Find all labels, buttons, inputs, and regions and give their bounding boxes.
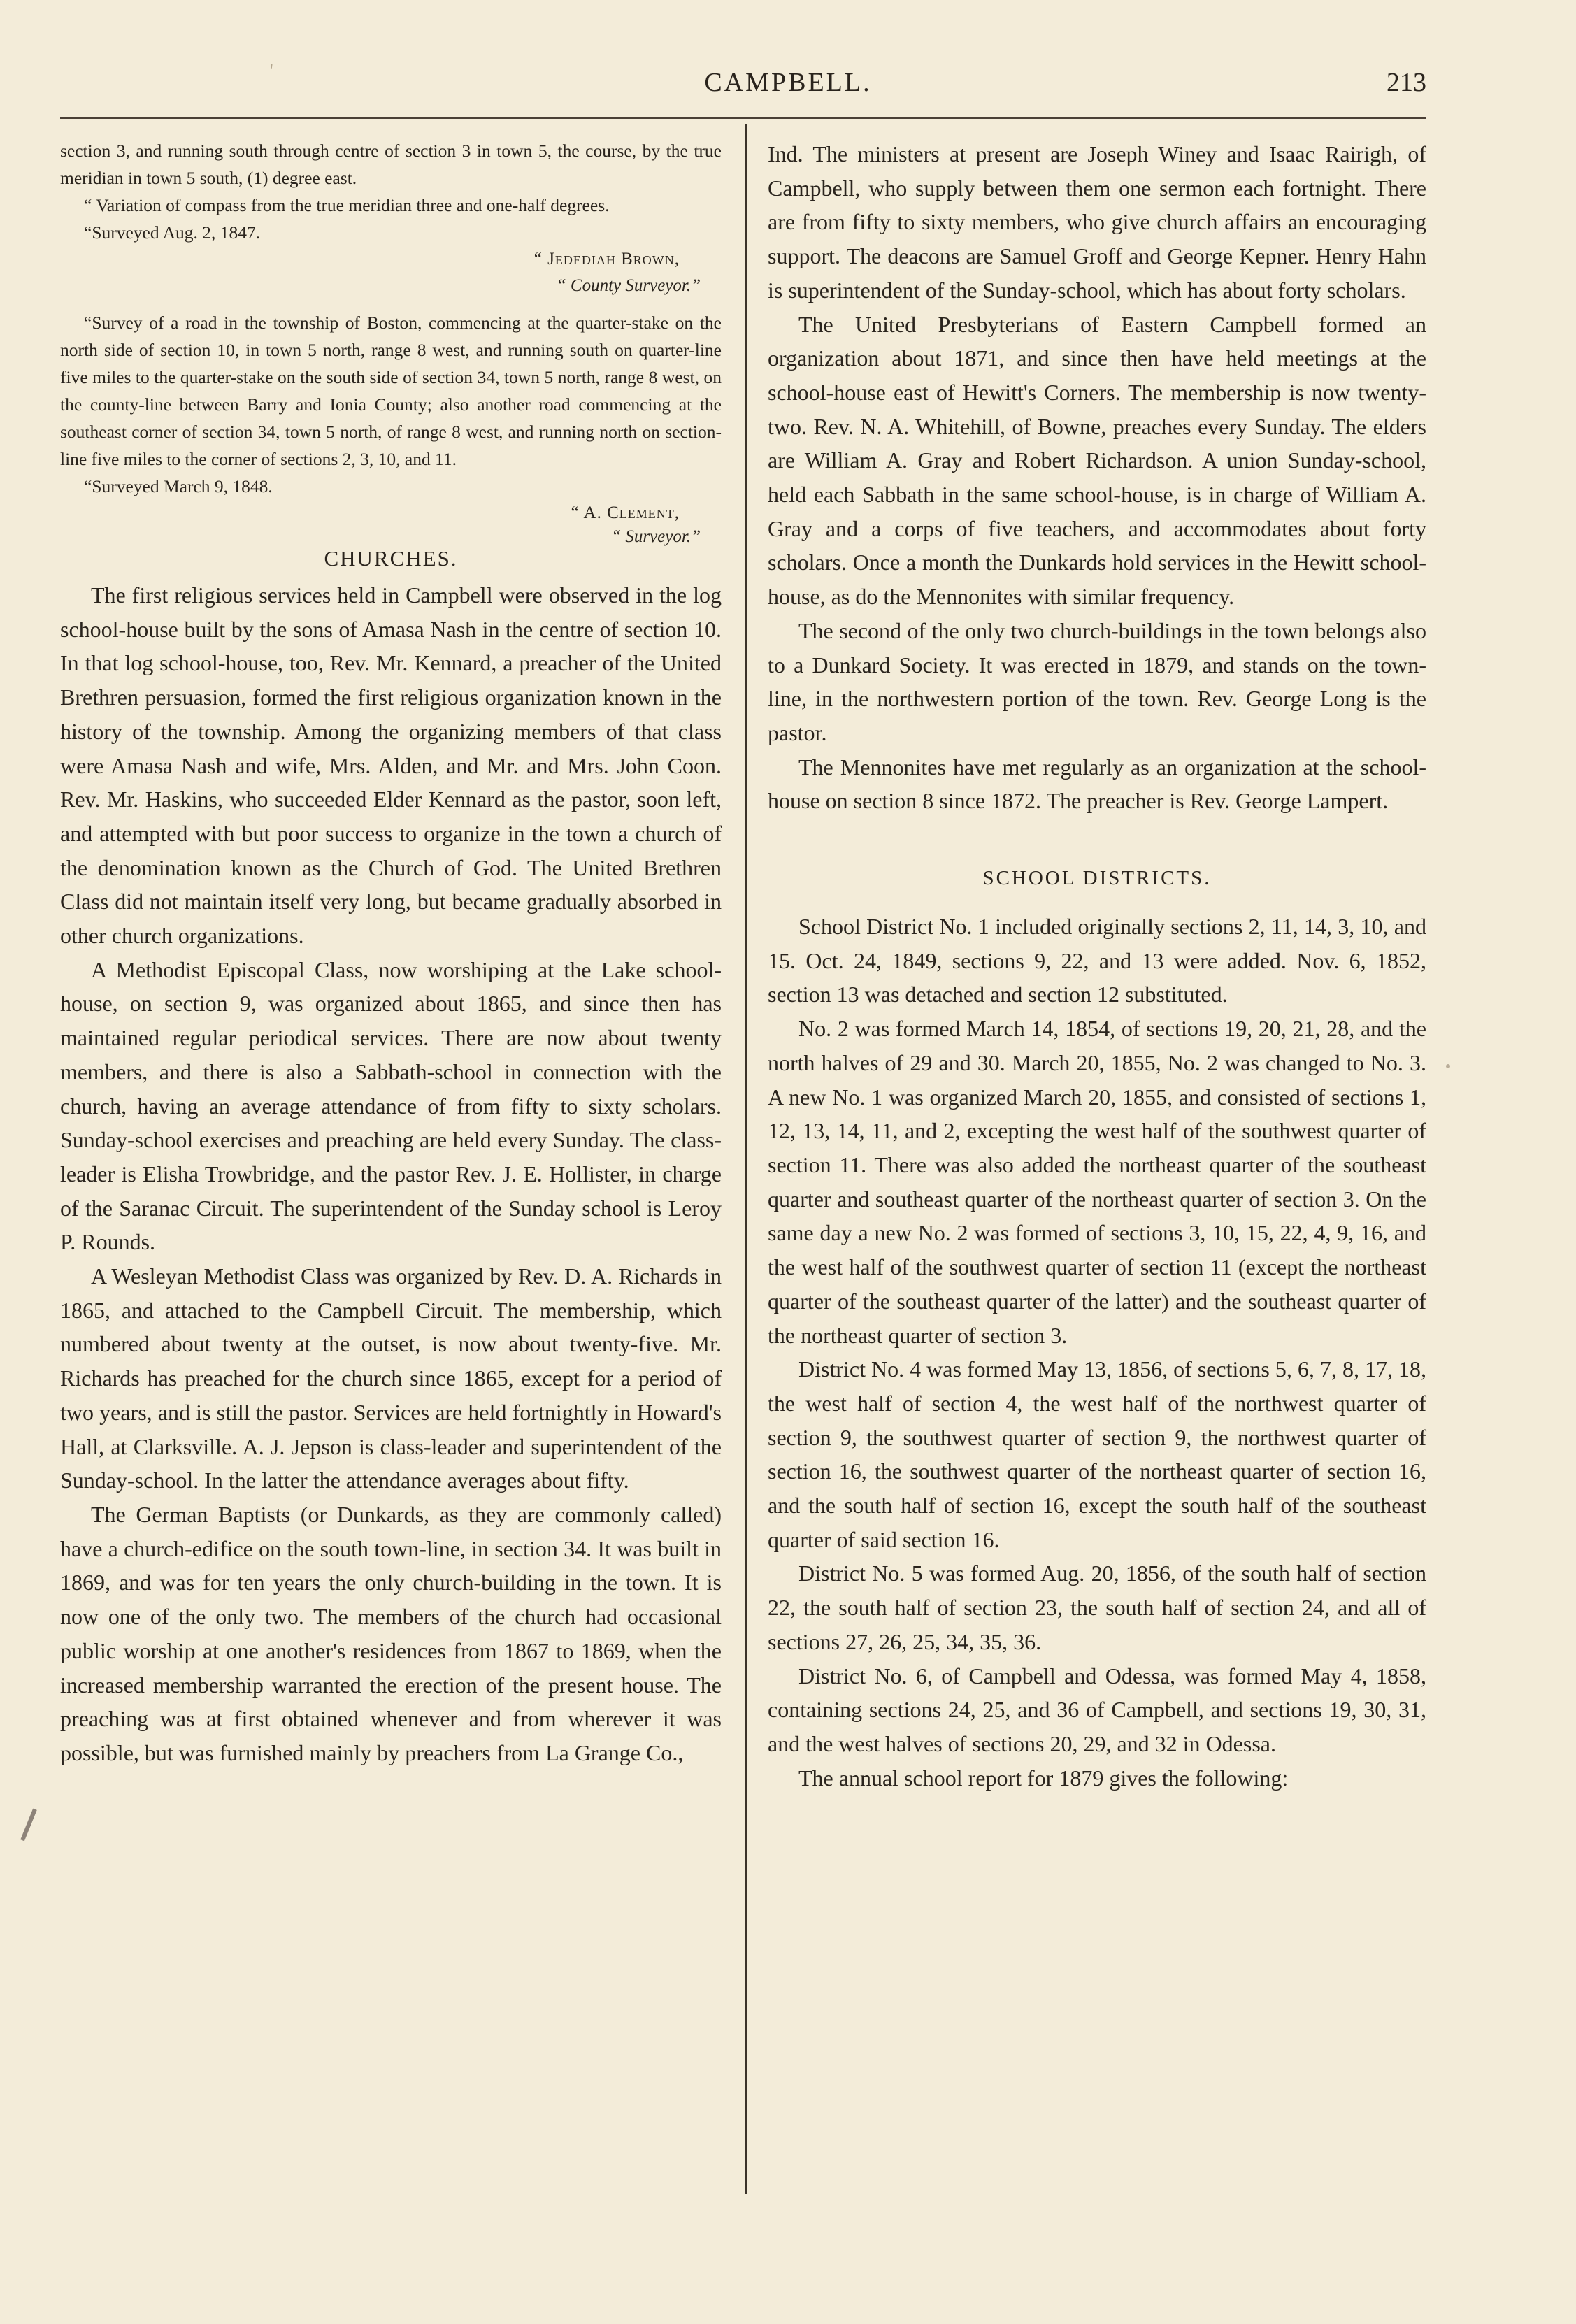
page-number: 213 <box>1387 68 1426 97</box>
survey-date-1: “Surveyed Aug. 2, 1847. <box>84 222 261 243</box>
running-head <box>0 67 1576 109</box>
survey-date-2: “Surveyed March 9, 1848. <box>84 476 273 496</box>
right-column <box>768 137 1426 1795</box>
paragraph: No. 2 was formed March 14, 1854, of sections 19, 20, 21, 28, and the north halves of 29 and 30. March 20, 1855, No. 2 was changed to No. 3. A new No. 1 was organized March 20, 1855, and consisted of sections 1, 12, 13, 14, 11, and 2, excepting the west half of the southwest quarter of section 11. There was also added the northeast quarter of the southeast quarter and southeast quarter of the northeast quarter of section 3. On the same day a new No. 2 was formed of sections 3, 10, 15, 22, 4, 9, 16, and the west half of the southwest quarter of section 11 (except the northeast quarter of the southeast quarter of the latter) and the southeast quarter of the northeast quarter of section 3. <box>768 1016 1426 1348</box>
survey-record-2: “Survey of a road in the township of Boston, commencing at the quarter-stake on the north side of section 10, in town 5 north, range 8 west, and running south on quarter-line five miles to the quarter-stake on the south side of section 34, town 5 north, range 8 west, on the county-line between Barry and Ionia County; also another road commencing at the southeast corner of section 34, town 5 north, of range 8 west, and running north on section-line five miles to the corner of sections 2, 3, 10, and 11. <box>60 313 722 469</box>
page-title: CAMPBELL. <box>704 68 872 97</box>
paragraph: A Wesleyan Methodist Class was organized by Rev. D. A. Richards in 1865, and attached to the Campbell Circuit. The membership, which numbered about twenty at the outset, is now about twenty-five. Mr. Richards has preached for the church since 1865, except for a period of two years, and is still the pastor. Services are held fortnightly in Howard's Hall, at Clarksville. A. J. Jepson is class-leader and superintendent of the Sunday-school. In the latter the attendance averages about fifty. <box>60 1263 722 1493</box>
survey-variation-note: “ Variation of compass from the true meridian three and one-half degrees. <box>84 195 610 215</box>
margin-pencil-mark <box>20 1809 37 1842</box>
paragraph: A Methodist Episcopal Class, now worshiping at the Lake school-house, on section 9, was organized about 1865, and since then has maintained regular periodical services. There are now about twenty members, and there is also a Sabbath-school in connection with the church, having an average attendance of from fifty to sixty scholars. Sunday-school exercises and preaching are held every Sunday. The class-leader is Elisha Trowbridge, and the pastor Rev. J. E. Hollister, in charge of the Saranac Circuit. The superintendent of the Sunday school is Leroy P. Rounds. <box>60 956 722 1255</box>
paragraph: The United Presbyterians of Eastern Campbell formed an organization about 1871, and since then have held meetings at the school-house east of Hewitt's Corners. The membership is now twenty-two. Rev. N. A. Whitehill, of Bowne, preaches every Sunday. The elders are William A. Gray and Robert Richardson. A union Sunday-school, held each Sabbath in the same school-house, is in charge of William A. Gray and a corps of five teachers, and accommodates about forty scholars. Once a month the Dunkards hold services in the Hewitt school-house, as do the Mennonites with similar frequency. <box>768 311 1426 610</box>
header-rule <box>60 117 1426 119</box>
paragraph: District No. 6, of Campbell and Odessa, was formed May 4, 1858, containing sections 24, 25, and 36 of Campbell, and sections 19, 30, 31, and the west halves of sections 20, 29, and 32 in Odessa. <box>768 1663 1426 1756</box>
paragraph: Ind. The ministers at present are Joseph Winey and Isaac Rairigh, of Campbell, who supply between them one sermon each fortnight. There are from fifty to sixty members, who give church affairs an encouraging support. The deacons are Samuel Groff and George Kepner. Henry Hahn is superintendent of the Sunday-school, which has about forty scholars. <box>768 141 1426 303</box>
signature-role-2: “ Surveyor.” <box>611 527 701 546</box>
stray-mark: ' <box>270 60 273 80</box>
paragraph: The second of the only two church-buildings in the town belongs also to a Dunkard Society. It was erected in 1879, and stands on the town-line, in the northwestern portion of the town. Rev. George Long is the pastor. <box>768 617 1426 745</box>
paragraph: The Mennonites have met regularly as an organization at the school-house on section 8 since 1872. The preacher is Rev. George Lampert. <box>768 754 1426 814</box>
survey-record-1: section 3, and running south through centre of section 3 in town 5, the course, by the true meridian in town 5 south, (1) degree east. <box>60 141 722 188</box>
paragraph: The German Baptists (or Dunkards, as they are commonly called) have a church-edifice on the south town-line, in section 34. It was built in 1869, and was for ten years the only church-building in the town. It is now one of the only two. The members of the church had occasional public worship at one another's residences from 1867 to 1869, when the increased membership warranted the erection of the present house. The preaching was at first obtained whenever and from wherever it was possible, but was furnished mainly by preachers from La Grange Co., <box>60 1501 722 1765</box>
paragraph: The first religious services held in Campbell were observed in the log school-house built by the sons of Amasa Nash in the centre of section 10. In that log school-house, too, Rev. Mr. Kennard, a preacher of the United Brethren persuasion, formed the first religious organization known in the history of the township. Among the organizing members of that class were Amasa Nash and wife, Mrs. Alden, and Mr. and Mrs. John Coon. Rev. Mr. Haskins, who succeeded Elder Kennard as the pastor, soon left, and attempted with but poor success to organize in the town a church of the denomination known as the Church of God. The United Brethren Class did not maintain itself very long, but became gradually absorbed in other church organizations. <box>60 582 722 949</box>
paragraph: District No. 4 was formed May 13, 1856, of sections 5, 6, 7, 8, 17, 18, the west half of section 4, the west half of the northwest quarter of section 9, the southwest quarter of section 9, the northwest quarter of section 16, the southwest quarter of the northeast quarter of section 16, and the south half of section 16, except the south half of the southeast quarter of said section 16. <box>768 1356 1426 1552</box>
section-heading-churches: CHURCHES. <box>324 546 458 571</box>
paragraph: The annual school report for 1879 gives the following: <box>798 1765 1289 1791</box>
left-column <box>60 137 722 1770</box>
signature-name-2: “ A. Clement, <box>571 503 680 522</box>
paragraph: School District No. 1 included originally sections 2, 11, 14, 3, 10, and 15. Oct. 24, 1849, sections 9, 22, and 13 were added. Nov. 6, 1852, section 13 was detached and section 12 substituted. <box>768 914 1426 1007</box>
column-divider <box>745 124 747 2194</box>
paragraph: District No. 5 was formed Aug. 20, 1856, of the south half of section 22, the south half of section 23, the south half of section 24, and all of sections 27, 26, 25, 34, 35, 36. <box>768 1561 1426 1654</box>
signature-role-1: “ County Surveyor.” <box>556 276 701 295</box>
section-heading-school-districts: SCHOOL DISTRICTS. <box>982 867 1212 890</box>
stray-dot <box>1446 1064 1450 1068</box>
signature-name-1: “ Jedediah Brown, <box>533 250 680 268</box>
